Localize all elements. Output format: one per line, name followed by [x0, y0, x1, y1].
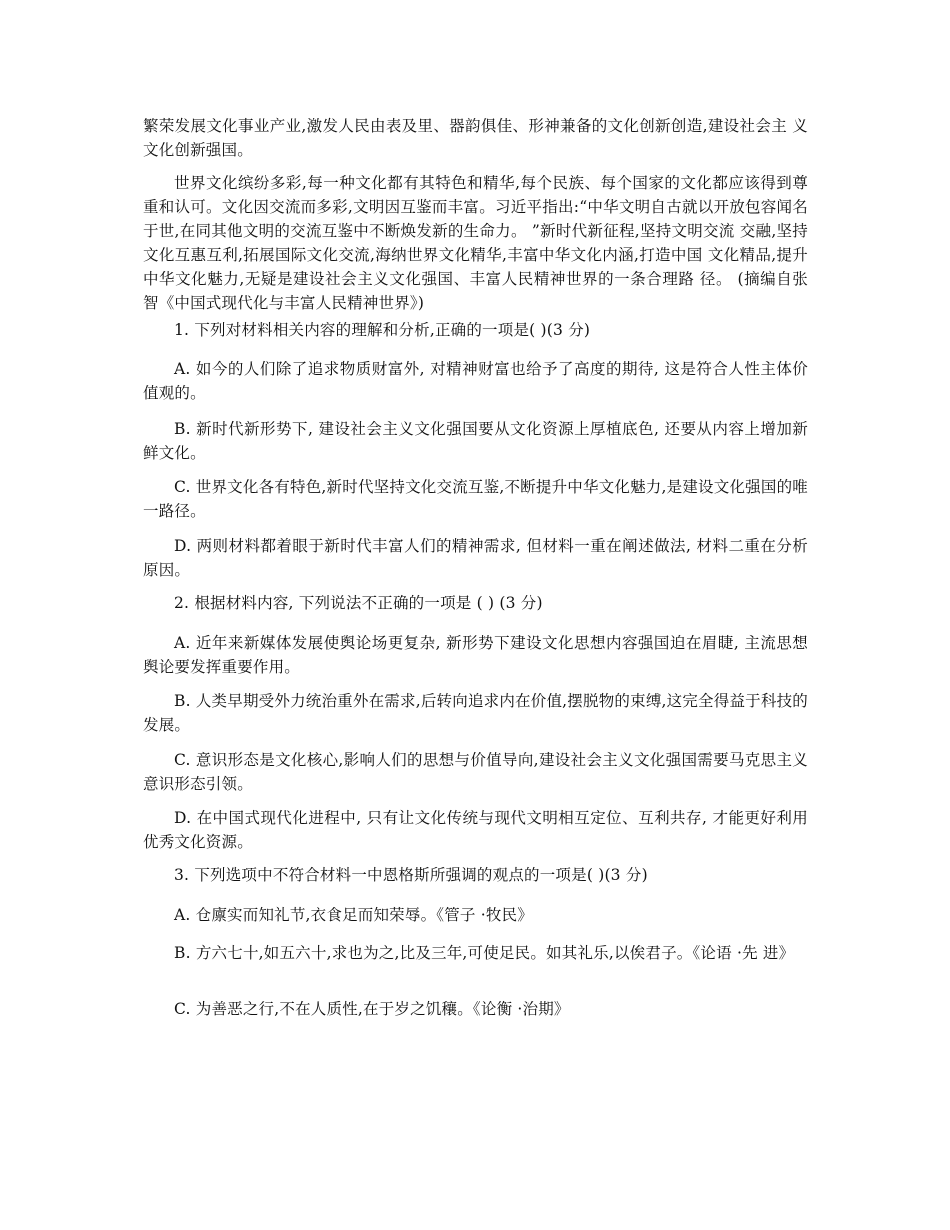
question-1-stem: 1. 下列对材料相关内容的理解和分析,正确的一项是( )(3 分) — [174, 321, 591, 339]
material-paragraph-2: 世界文化缤纷多彩,每一种文化都有其特色和精华,每个民族、每个国家的文化都应该得到尊重和认可。文化因交流而多彩,文明因互鉴而丰富。习近平指出:“中华文明自古就以开放包容闻名于世,在同其他文明的交流互鉴中不断焕发新的生命力。 ”新时代新征程,坚持文明交流 交融,坚持文化互惠互利,拓展国际文化交流,海纳世界文化精华,丰富中华文化内涵,打造中国 文化精品,提升中华文化魅力,无疑是建设社会主义文化强国、丰富人民精神世界的一条合理路 径。 (摘编自张智《中国式现代化与丰富人民精神世界》) — [143, 174, 808, 312]
question-1-option-c: C. 世界文化各有特色,新时代坚持文化交流互鉴,不断提升中华文化魅力,是建设文化强国的唯一路径。 — [143, 478, 808, 520]
question-1-option-a: A. 如今的人们除了追求物质财富外, 对精神财富也给予了高度的期待, 这是符合人性主体价值观的。 — [143, 360, 808, 402]
question-1-option-d: D. 两则材料都着眼于新时代丰富人们的精神需求, 但材料一重在阐述做法, 材料二重在分析原因。 — [143, 537, 808, 579]
question-2-option-a: A. 近年来新媒体发展使舆论场更复杂, 新形势下建设文化思想内容强国迫在眉睫, 主流思想舆论要发挥重要作用。 — [143, 634, 808, 676]
question-3-option-a: A. 仓廪实而知礼节,衣食足而知荣辱。《管子 ·牧民》 — [174, 906, 533, 924]
question-3-option-b: B. 方六七十,如五六十,求也为之,比及三年,可使足民。如其礼乐,以俟君子。《论语 ·先 进》 — [174, 944, 795, 962]
material-paragraph-1: 繁荣发展文化事业产业,激发人民由表及里、器韵俱佳、形神兼备的文化创新创造,建设社会主 义文化创新强国。 — [143, 117, 808, 159]
question-3-option-c: C. 为善恶之行,不在人质性,在于岁之饥穰。《论衡 ·治期》 — [174, 1000, 570, 1018]
question-2-option-b: B. 人类早期受外力统治重外在需求,后转向追求内在价值,摆脱物的束缚,这完全得益于科技的发展。 — [143, 692, 808, 734]
question-2-stem: 2. 根据材料内容, 下列说法不正确的一项是 ( ) (3 分) — [174, 594, 543, 612]
question-2-option-c: C. 意识形态是文化核心,影响人们的思想与价值导向,建设社会主义文化强国需要马克思主义意识形态引领。 — [143, 751, 808, 793]
question-2-option-d: D. 在中国式现代化进程中, 只有让文化传统与现代文明相互定位、互利共存, 才能更好利用优秀文化资源。 — [143, 809, 808, 851]
question-3-stem: 3. 下列选项中不符合材料一中恩格斯所强调的观点的一项是( )(3 分) — [174, 866, 648, 884]
question-1-option-b: B. 新时代新形势下, 建设社会主义文化强国要从文化资源上厚植底色, 还要从内容上增加新鲜文化。 — [143, 420, 808, 462]
